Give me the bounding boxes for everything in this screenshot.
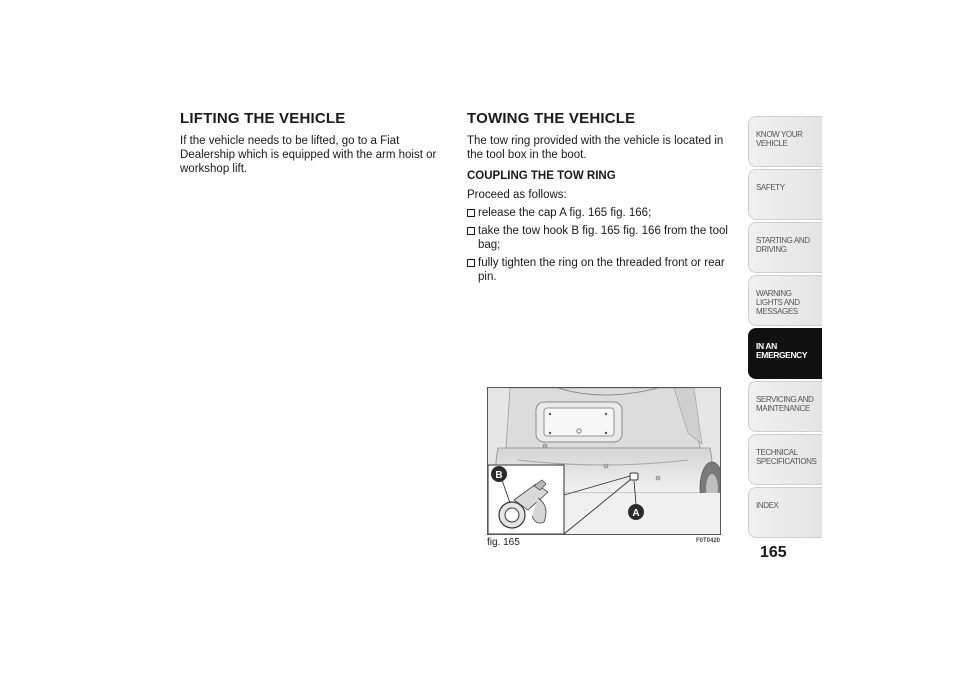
procedure-step: take the tow hook B fig. 165 fig. 166 from the tool bag; <box>467 224 739 252</box>
procedure-step: release the cap A fig. 165 fig. 166; <box>467 206 739 220</box>
procedure-lead: Proceed as follows: <box>467 189 567 201</box>
lifting-body: If the vehicle needs to be lifted, go to a Fiat Dealership which is equipped with the arm hoist or workshop lift. <box>180 135 437 175</box>
tab-in-an-emergency[interactable]: IN AN EMERGENCY <box>748 328 822 379</box>
car-rear-illustration <box>488 388 720 534</box>
tab-servicing-and-maintenance[interactable]: SERVICING AND MAINTENANCE <box>748 381 822 432</box>
procedure-steps <box>467 206 739 284</box>
tab-index[interactable]: INDEX <box>748 487 822 538</box>
procedure-step: fully tighten the ring on the threaded front or rear pin. <box>467 256 739 284</box>
callout-a-label: A <box>632 508 640 519</box>
tab-know-your-vehicle[interactable]: KNOW YOUR VEHICLE <box>748 116 822 167</box>
section-title-towing: TOWING THE VEHICLE <box>467 110 636 127</box>
subsection-title-coupling: COUPLING THE TOW RING <box>467 170 616 182</box>
tab-technical-specifications[interactable]: TECHNICAL SPECIFICATIONS <box>748 434 822 485</box>
right-column <box>467 112 739 288</box>
tab-safety[interactable]: SAFETY <box>748 169 822 220</box>
figure-caption-text: fig. 165 <box>487 537 520 548</box>
figure-code: F0T0420 <box>695 538 720 544</box>
tab-starting-and-driving[interactable]: STARTING AND DRIVING <box>748 222 822 273</box>
callout-b-label: B <box>495 470 503 481</box>
left-column <box>180 112 445 183</box>
tab-warning-lights-and-messages[interactable]: WARNING LIGHTS AND MESSAGES <box>748 275 822 326</box>
towing-intro: The tow ring provided with the vehicle is located in the tool box in the boot. <box>467 135 724 161</box>
figure-caption <box>487 537 720 548</box>
page-number: 165 <box>760 544 787 561</box>
section-title-lifting: LIFTING THE VEHICLE <box>180 110 346 127</box>
tow-ring-figure <box>487 387 721 535</box>
chapter-tabs <box>748 116 822 540</box>
